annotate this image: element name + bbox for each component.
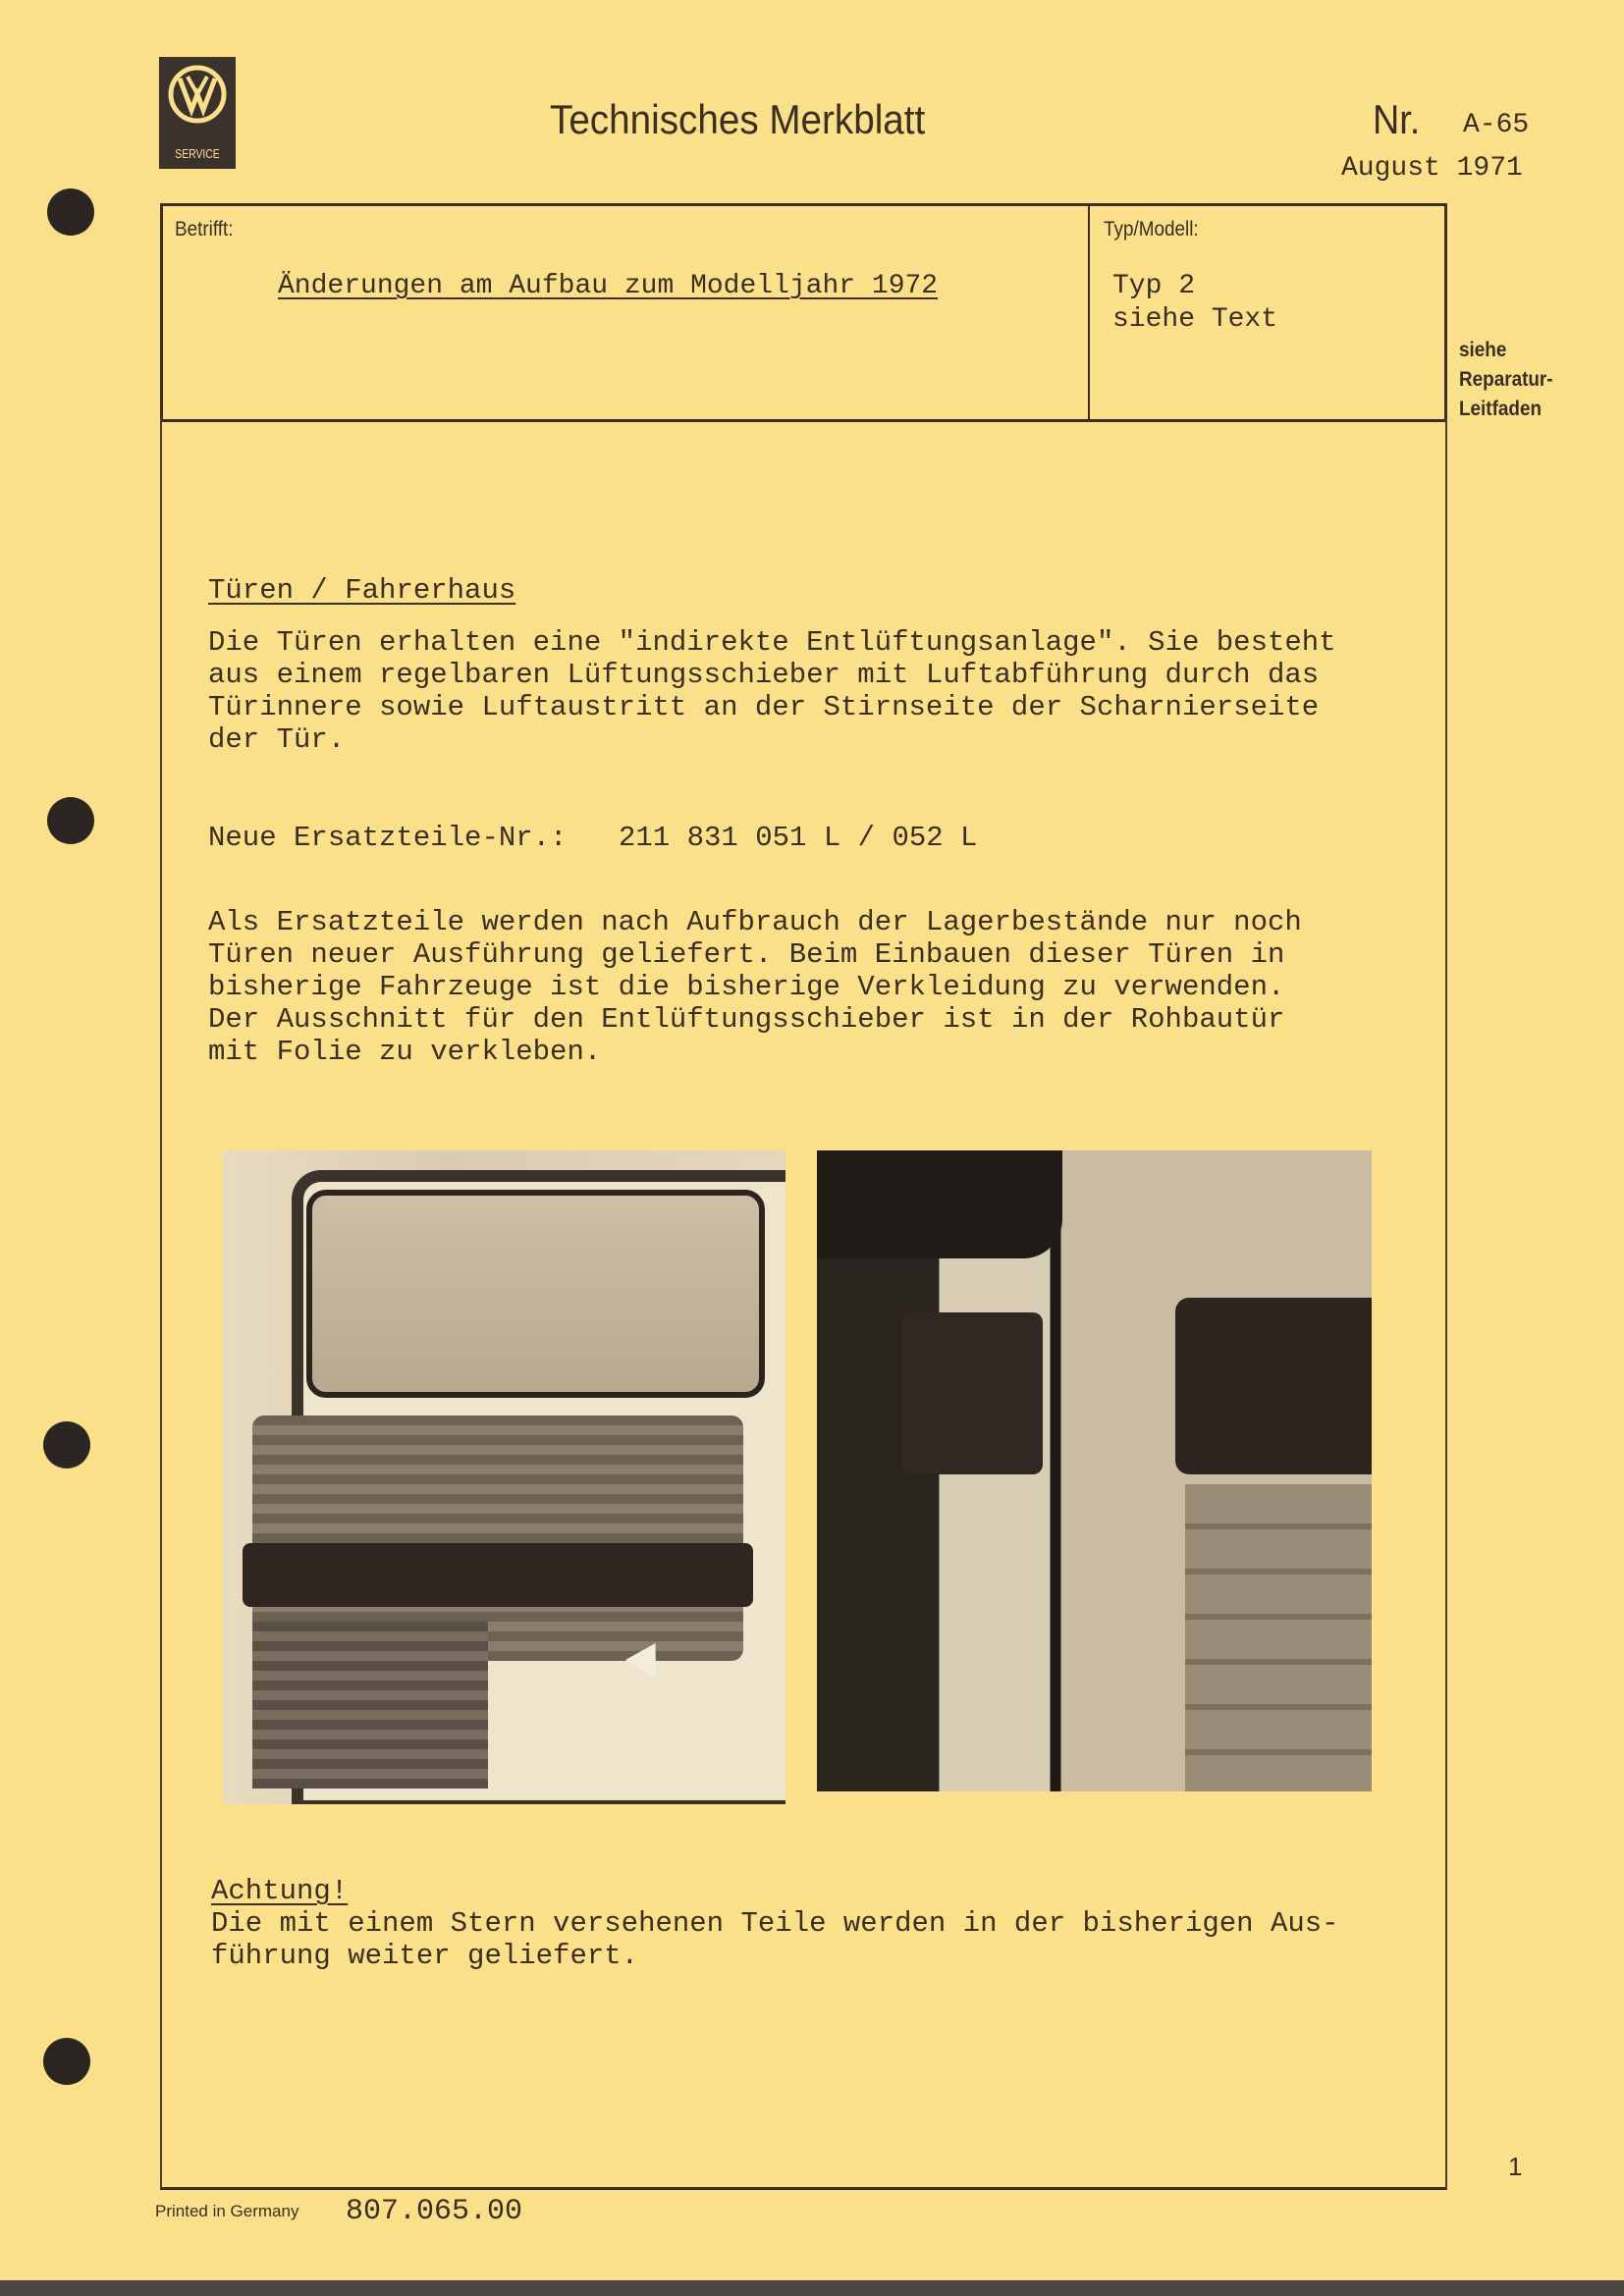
document-date: August 1971 (1341, 153, 1523, 184)
dashboard (817, 1150, 1062, 1258)
armrest (243, 1543, 753, 1607)
document-code: 807.065.00 (346, 2195, 523, 2228)
typ-value-2: siehe Text (1112, 304, 1278, 335)
vw-service-logo (159, 57, 236, 169)
nr-label: Nr. (1373, 96, 1421, 142)
printed-in-germany: Printed in Germany (155, 2202, 299, 2220)
page-number: 1 (1508, 2152, 1523, 2181)
logo-text: SERVICE (175, 146, 220, 161)
vw-logo-icon (168, 65, 227, 124)
seat-back (1185, 1484, 1372, 1791)
door-window (306, 1190, 765, 1398)
punch-hole (47, 188, 94, 236)
side-note (1459, 336, 1553, 424)
parts-label: Neue Ersatzteile-Nr.: (208, 822, 568, 854)
achtung-heading: Achtung! (211, 1875, 349, 1907)
side-note-line: siehe (1459, 339, 1507, 361)
betrifft-label: Betrifft: (175, 218, 234, 240)
document-title: Technisches Merkblatt (550, 96, 926, 142)
subject-value: Änderungen am Aufbau zum Modelljahr 1972 (278, 271, 939, 301)
achtung-text: Die mit einem Stern versehenen Teile werden in der bisherigen Aus- führung weiter geliefert. (211, 1907, 1339, 1972)
photo-door-interior (223, 1150, 785, 1804)
punch-hole (47, 797, 94, 844)
punch-hole (43, 1421, 90, 1468)
typ-label: Typ/Modell: (1104, 218, 1199, 240)
vent-outlet-right (1175, 1298, 1372, 1474)
paragraph-1: Die Türen erhalten eine "indirekte Entlüftungsanlage". Sie besteht aus einem regelbaren Lüftungsschieber mit Luftabführung durch das Türinnere sowie Luftaustritt an der Stirnseite der Scharnierseite der Tür. (208, 626, 1336, 756)
vent-outlet-left (900, 1312, 1043, 1474)
scan-edge (0, 2280, 1624, 2296)
punch-hole (43, 2038, 90, 2085)
parts-number: 211 831 051 L / 052 L (619, 822, 978, 854)
photo-door-hinge-side (817, 1150, 1372, 1791)
side-note-line: Reparatur- (1459, 368, 1553, 391)
side-note-line: Leitfaden (1459, 398, 1543, 420)
lower-panel (252, 1622, 488, 1789)
nr-value: A-65 (1463, 110, 1530, 140)
section-heading: Türen / Fahrerhaus (208, 574, 516, 607)
paragraph-2: Als Ersatzteile werden nach Aufbrauch der Lagerbestände nur noch Türen neuer Ausführung geliefert. Beim Einbauen dieser Türen in bisherige Fahrzeuge ist die bisherige Verkleidung zu verwenden. Der Ausschnitt für den Entlüftungsschieber ist in der Rohbautür mit Folie zu verkleben. (208, 906, 1302, 1068)
divider (1088, 203, 1090, 419)
typ-value: Typ 2 (1112, 271, 1196, 301)
